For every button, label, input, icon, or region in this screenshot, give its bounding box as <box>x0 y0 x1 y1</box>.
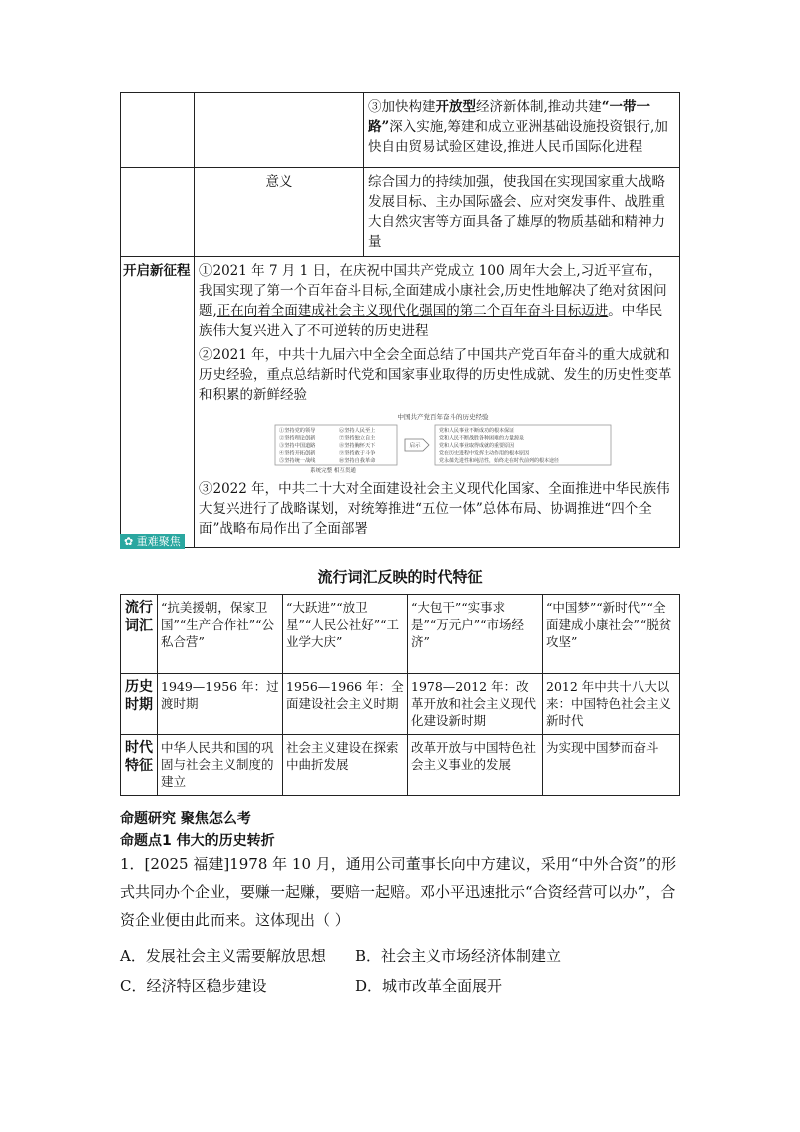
table-row <box>121 257 680 548</box>
diagram-caption: 系统完整 相互贯通 <box>310 468 356 473</box>
svg-text:⑥坚持人民至上: ⑥坚持人民至上 <box>339 428 376 434</box>
row-label: 开启新征程 <box>121 257 195 548</box>
section-subheading: 命题点1 伟大的历史转折 <box>120 833 275 849</box>
table-row: 历史时期 1949—1956 年：过渡时期 1956—1966 年：全面建设社会主义时期 1978—2012 年：改革开放和社会主义现代化建设新时期 2012 年中共十八大以来：中国特色社会主义新时代 <box>121 674 680 735</box>
svg-text:⑨坚持敢于斗争: ⑨坚持敢于斗争 <box>339 450 376 457</box>
svg-text:⑩坚持自我革命: ⑩坚持自我革命 <box>339 458 376 464</box>
svg-text:②坚持理论创新: ②坚持理论创新 <box>279 435 316 442</box>
svg-text:党永葆先进性和纯洁性，始终走在时代前列的根本途径: 党永葆先进性和纯洁性，始终走在时代前列的根本途径 <box>439 458 560 464</box>
buzzwords-table <box>120 594 680 796</box>
table-title: 流行词汇反映的时代特征 <box>317 568 483 586</box>
option-c[interactable]: C．经济特区稳步建设 <box>120 977 267 995</box>
option-d[interactable]: D．城市改革全面展开 <box>355 977 503 995</box>
table-row <box>121 168 680 257</box>
svg-text:党和人民事业不断成功的根本保证: 党和人民事业不断成功的根本保证 <box>439 428 515 434</box>
diagram-title: 中国共产党百年奋斗的历史经验 <box>397 413 489 421</box>
focus-badge: ✿ 重难聚焦 <box>120 534 185 549</box>
table-row: 时代特征 中华人民共和国的巩固与社会主义制度的建立 社会主义建设在探索中曲折发展 改革开放与中国特色社会主义事业的发展 为实现中国梦而奋斗 <box>121 735 680 796</box>
svg-text:⑤坚持统一战线: ⑤坚持统一战线 <box>279 458 316 464</box>
svg-text:⑧坚持胸怀天下: ⑧坚持胸怀天下 <box>339 443 376 449</box>
option-b[interactable]: B．社会主义市场经济体制建立 <box>355 947 562 965</box>
svg-text:党在历史进程中发挥主动作用的根本原因: 党在历史进程中发挥主动作用的根本原因 <box>439 450 530 457</box>
new-journey-cell: ①2021 年 7 月 1 日，在庆祝中国共产党成立 100 周年大会上,习近平宣布，我国实现了第一个百年奋斗目标,全面建成小康社会,历史性地解决了绝对贫困问题,正在向着全面建成社会主义现代化强国的第二个百年奋斗目标迈进。中华民族伟大复兴进入了不可逆转的历史进程 ②2021 年，中共十九届六中全会全面总结了中国共产党百年奋斗的重大成就和历史经验，重点总结新时代党和国家事业取得的历史性成就、发生的历史性变革和积累的新鲜经验 中国共产党百年奋斗的历史经验 ①坚持党的领导 ②坚持理论创新 ③坚持中国道路 ④坚持开拓创新 ⑤坚持统一战线 ⑥坚持人民至上 ⑦坚持独立自主 ⑧坚持胸怀天下 ⑨坚持敢于斗争 ⑩坚持自我革命 启示 党和人民事业不断成功的根本保证 党和人民不断战胜各种困难的力量源泉 党和人民事业取得成就的重要原因 党在历史进程中发挥主动作用的根本原因 党永葆先进性和纯洁性，始终走在时代前列的根本途径 系统完整 相互贯通 ③2022 年，中共二十大对全面建设社会主义现代化国家、全面推进中华民族伟大复兴进行了战略谋划，对统筹推进“五位一体”总体布局、协调推进“四个全面”战略布局作出了全面部署 <box>195 257 680 548</box>
table-row <box>121 93 680 168</box>
history-experience-diagram <box>199 411 675 473</box>
svg-text:⑦坚持独立自主: ⑦坚持独立自主 <box>339 435 376 442</box>
question-stem: 1．[2025 福建]1978 年 10 月，通用公司董事长向中方建议，采用“中外合资”的形式共同办个企业，要赚一起赚，要赔一起赔。邓小平迅速批示“合资经营可以办”，合资企业便由此而来。这体现出（ ） <box>120 855 677 929</box>
svg-text:③坚持中国道路: ③坚持中国道路 <box>279 443 316 449</box>
table-row: 流行词汇 “抗美援朝，保家卫国”“生产合作社”“公私合营” “大跃进”“放卫星”“人民公社好”“工业学大庆” “大包干”“实事求是”“万元户”“市场经济” “中国梦”“新时代”“全面建成小康社会”“脱贫攻坚” <box>121 595 680 674</box>
svg-text:启示: 启示 <box>409 443 421 449</box>
option-a[interactable]: A．发展社会主义需要解放思想 <box>120 947 326 965</box>
svg-text:党和人民事业取得成就的重要原因: 党和人民事业取得成就的重要原因 <box>439 443 515 449</box>
section-heading: 命题研究 聚焦怎么考 <box>120 811 251 827</box>
opening-up-cell: ③加快构建开放型经济新体制,推动共建“一带一路”深入实施,筹建和成立亚洲基础设施投资银行,加快自由贸易试验区建设,推进人民币国际化进程 <box>364 93 680 168</box>
svg-text:党和人民不断战胜各种困难的力量源泉: 党和人民不断战胜各种困难的力量源泉 <box>439 435 525 442</box>
significance-text: 综合国力的持续加强，使我国在实现国家重大战略发展目标、主办国际盛会、应对突发事件、战胜重大自然灾害等方面具备了雄厚的物质基础和精神力量 <box>364 168 680 257</box>
svg-text:④坚持开拓创新: ④坚持开拓创新 <box>279 450 316 457</box>
row-label: 意义 <box>195 168 364 257</box>
history-table <box>120 92 680 548</box>
svg-text:①坚持党的领导: ①坚持党的领导 <box>279 428 316 434</box>
